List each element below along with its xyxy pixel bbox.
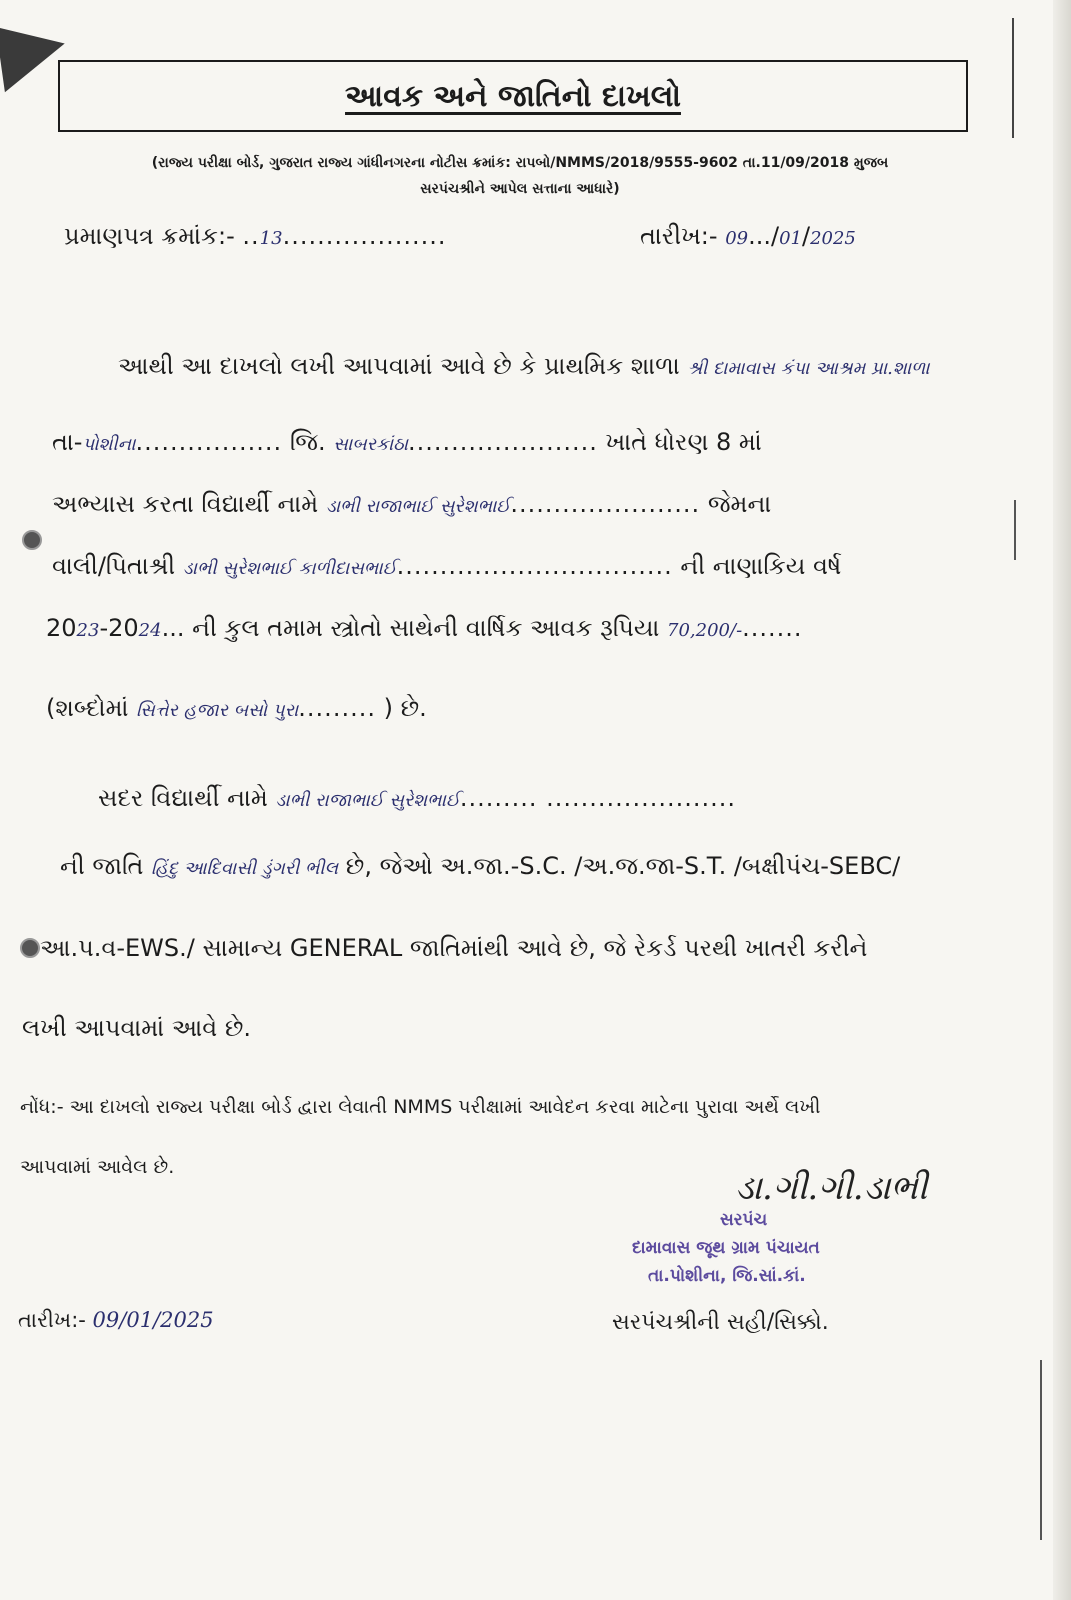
year-mid: -20 [99,614,139,642]
school-intro-text: આથી આ દાખલો લખી આપવામાં આવે છે કે પ્રાથમિક શાળા [118,352,680,380]
margin-line [1012,18,1014,138]
punch-hole [20,938,40,958]
certificate-number-label: પ્રમાણપત્ર ક્રમાંક:- [64,222,235,250]
note-line-2: આપવામાં આવેલ છે. [20,1156,175,1178]
title-box [58,60,968,132]
footer-date-row [18,1308,214,1333]
caste-row [60,852,900,880]
certificate-date-year: 2025 [810,228,856,249]
p2-student-name: ડાભી રાજાભાઈ સુરેશભાઈ [275,790,460,811]
student-name: ડાભી રાજાભાઈ સુરેશભાઈ [325,496,511,517]
page-edge [1053,0,1071,1600]
student-label: અભ્યાસ કરતા વિદ્યાર્થી નામે [52,490,319,518]
certificate-number-value: 13 [259,228,283,249]
school-row [118,352,930,380]
certificate-date-row: તારીખ:- 09.../01/2025 [640,222,856,250]
caste-categories: છે, જેઓ અ.જા.-S.C. /અ.જ.જા-S.T. /બક્ષીપંચ-SEBC/ [345,852,901,880]
words-label: (શબ્દોમાં [46,694,129,722]
guardian-name: ડાભી સુરેશભાઈ કાળીદાસભાઈ [182,558,397,579]
notice-line-1: (રાજ્ય પરીક્ષા બોર્ડ, ગુજરાત રાજ્ય ગાંધીનગરના નોટીસ ક્રમાંક: રાપબો/NMMS/2018/9555-9602 તા.11/09/2018 મુજબ [151,155,889,171]
year-start: 23 [76,620,100,641]
income-row: 2023-2024... ની કુલ તમામ સ્ત્રોતો સાથેની વાર્ષિક આવક રૂપિયા 70,200/-....... [46,614,803,642]
student-after-text: જેમના [707,490,772,518]
words-end: ) છે. [383,694,427,722]
financial-year-text: ની નાણાકિય વર્ષ [680,552,842,580]
document-title: આવક અને જાતિનો દાખલો [345,78,681,114]
margin-line [1014,500,1016,560]
stamp-line-1: દામાવાસ જૂથ ગ્રામ પંચાયત [632,1238,820,1258]
income-text: ની કુલ તમામ સ્ત્રોતો સાથેની વાર્ષિક આવક રૂપિયા [192,614,660,642]
words-value: સિત્તેર હજાર બસો પુરા [136,700,299,721]
certificate-date-day: 09 [725,228,749,249]
closing-row [22,1014,251,1042]
student-row: અભ્યાસ કરતા વિદ્યાર્થી નામે ડાભી રાજાભાઈ સુરેશભાઈ...................... જેમના [52,490,772,518]
handwritten-signature: ડા.ગી.ગી.ડાભી [735,1168,928,1208]
guardian-row: વાલી/પિતાશ્રી ડાભી સુરેશભાઈ કાળીદાસભાઈ................................ ની નાણાકિય વર્ષ [52,552,842,580]
certificate-date-month: 01 [779,228,802,249]
notice-line-2: સરપંચશ્રીને આપેલ સત્તાના આધારે) [420,181,620,197]
district-value: સાબરકાંઠા [333,434,408,455]
certificate-number-row: પ્રમાણપત્ર ક્રમાંક:- ..13................... [64,222,447,250]
closing-text: લખી આપવામાં આવે છે. [22,1014,252,1042]
margin-line [1040,1360,1042,1540]
district-label: જિ. [289,428,326,456]
year-end: 24 [138,620,162,641]
student-caste-row: સદર વિદ્યાર્થી નામે ડાભી રાજાભાઈ સુરેશભાઈ......... ...................... [98,784,736,812]
year-prefix: 20 [46,614,77,642]
note-line-1: નોંધ:- આ દાખલો રાજ્ય પરીક્ષા બોર્ડ દ્વારા લેવાતી NMMS પરીક્ષામાં આવેદન કરવા માટેના પુરાવા અર્થે લખી [20,1096,821,1118]
stamp-title: સરપંચ [720,1210,768,1230]
taluka-district-row: તા-પોશીના................. જિ. સાબરકાંઠા...................... ખાતે ધોરણ 8 માં [52,428,762,456]
caste-label: ની જાતિ [60,852,144,880]
guardian-label: વાલી/પિતાશ્રી [52,552,176,580]
income-value: 70,200/- [667,620,743,641]
certificate-date-label: તારીખ:- [640,222,718,250]
caste-value: હિંદુ આદિવાસી ડુંગરી ભીલ [151,858,339,879]
ews-row [40,934,867,962]
class-text: ખાતે ધોરણ 8 માં [605,428,762,456]
notice-reference [60,150,980,202]
school-name: શ્રી દામાવાસ કંપા આશ્રમ પ્રા.શાળા [687,358,930,379]
signature-label: સરપંચશ્રીની સહી/સિક્કો. [612,1310,829,1335]
ews-text: આ.પ.વ-EWS./ સામાન્ય GENERAL જાતિમાંથી આવે છે, જે રેકર્ડ પરથી ખાતરી કરીને [40,934,868,962]
words-row: (શબ્દોમાં સિત્તેર હજાર બસો પુરા......... ) છે. [46,694,427,722]
footer-date-value: 09/01/2025 [92,1308,214,1332]
p2-student-label: સદર વિદ્યાર્થી નામે [98,784,268,812]
stamp-line-2: તા.પોશીના, જિ.સાં.કાં. [648,1266,806,1286]
punch-hole [22,530,42,550]
taluka-label: તા- [52,428,83,456]
footer-date-label: તારીખ:- [18,1308,86,1332]
taluka-value: પોશીના [82,434,136,455]
